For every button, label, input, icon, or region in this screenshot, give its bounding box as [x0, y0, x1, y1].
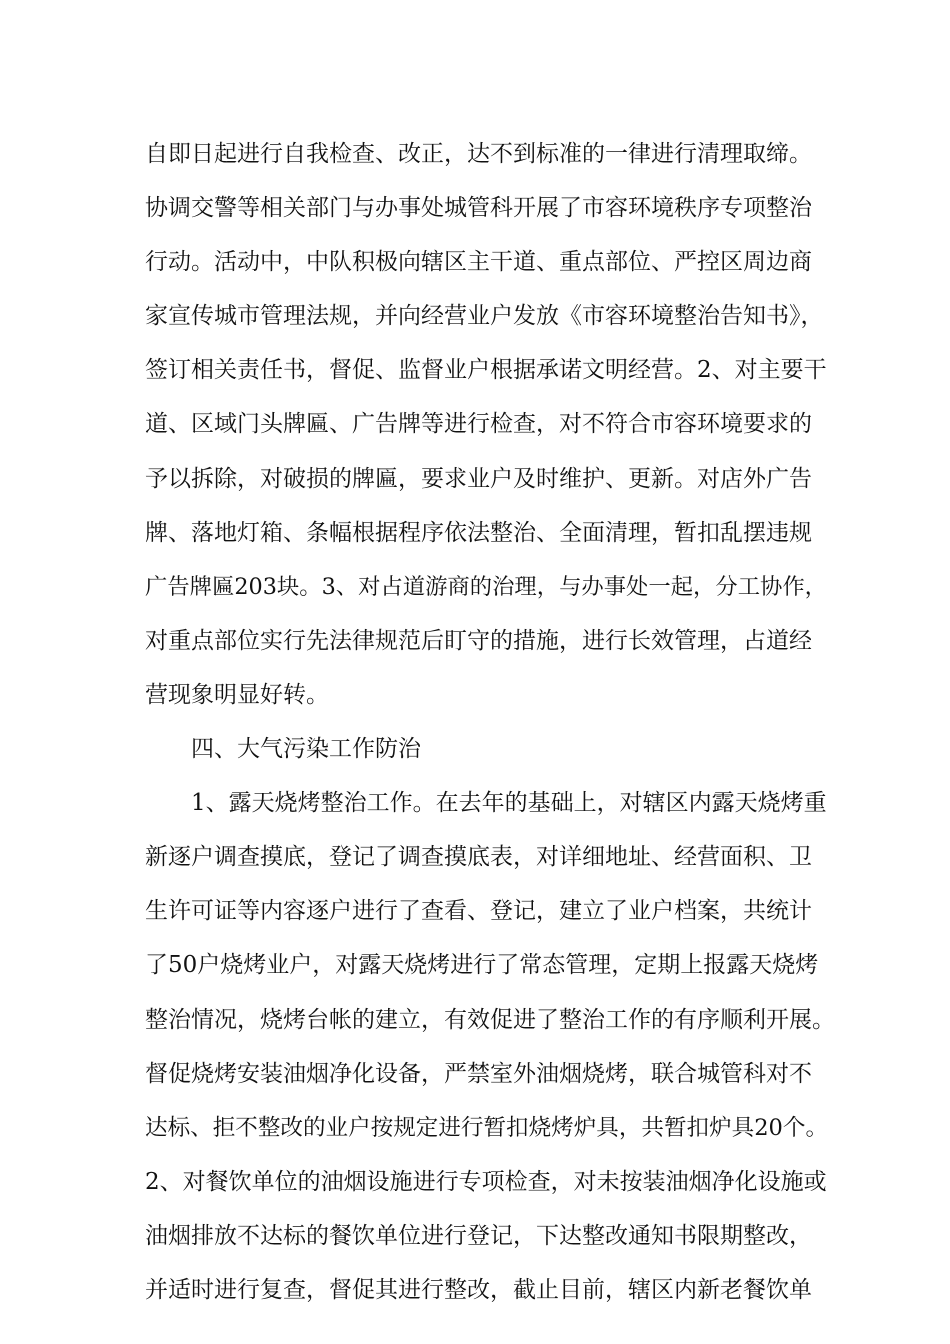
- text-line: 对重点部位实行先法律规范后盯守的措施，进行长效管理，占道经: [145, 627, 812, 654]
- text-line: 督促烧烤安装油烟净化设备，严禁室外油烟烧烤，联合城管科对不: [145, 1060, 812, 1087]
- text-line: 整治情况，烧烤台帐的建立，有效促进了整治工作的有序顺利开展。: [145, 1006, 835, 1033]
- paragraph-first-line: 四、大气污染工作防治: [191, 736, 421, 763]
- text-line: 营现象明显好转。: [145, 681, 329, 708]
- paragraph-first-line: 1、露天烧烤整治工作。在去年的基础上，对辖区内露天烧烤重: [191, 790, 827, 817]
- text-line: 广告牌匾203块。3、对占道游商的治理，与办事处一起，分工协作，: [145, 573, 828, 600]
- text-line: 行动。活动中，中队积极向辖区主干道、重点部位、严控区周边商: [145, 249, 812, 276]
- text-line: 并适时进行复查，督促其进行整改，截止目前，辖区内新老餐饮单: [145, 1276, 812, 1303]
- text-line: 道、区域门头牌匾、广告牌等进行检查，对不符合市容环境要求的: [145, 411, 812, 438]
- text-line: 生许可证等内容逐户进行了查看、登记，建立了业户档案，共统计: [145, 898, 812, 925]
- text-line: 2、对餐饮单位的油烟设施进行专项检查，对未按装油烟净化设施或: [145, 1168, 827, 1195]
- text-line: 家宣传城市管理法规，并向经营业户发放《市容环境整治告知书》，: [145, 303, 824, 330]
- body-text: [145, 127, 835, 1317]
- text-line: 予以拆除，对破损的牌匾，要求业户及时维护、更新。对店外广告: [145, 465, 812, 492]
- text-line: 自即日起进行自我检查、改正，达不到标准的一律进行清理取缔。: [145, 141, 812, 167]
- text-line: 达标、拒不整改的业户按规定进行暂扣烧烤炉具，共暂扣炉具20个。: [145, 1114, 829, 1141]
- text-line: 新逐户调查摸底，登记了调查摸底表，对详细地址、经营面积、卫: [145, 844, 812, 871]
- text-line: 牌、落地灯箱、条幅根据程序依法整治、全面清理，暂扣乱摆违规: [145, 519, 812, 546]
- text-line: 了50户烧烤业户，对露天烧烤进行了常态管理，定期上报露天烧烤: [145, 952, 819, 979]
- text-line: 油烟排放不达标的餐饮单位进行登记，下达整改通知书限期整改，: [145, 1222, 812, 1249]
- text-line: 协调交警等相关部门与办事处城管科开展了市容环境秩序专项整治: [145, 195, 812, 222]
- text-line: 签订相关责任书，督促、监督业户根据承诺文明经营。2、对主要干: [145, 357, 827, 384]
